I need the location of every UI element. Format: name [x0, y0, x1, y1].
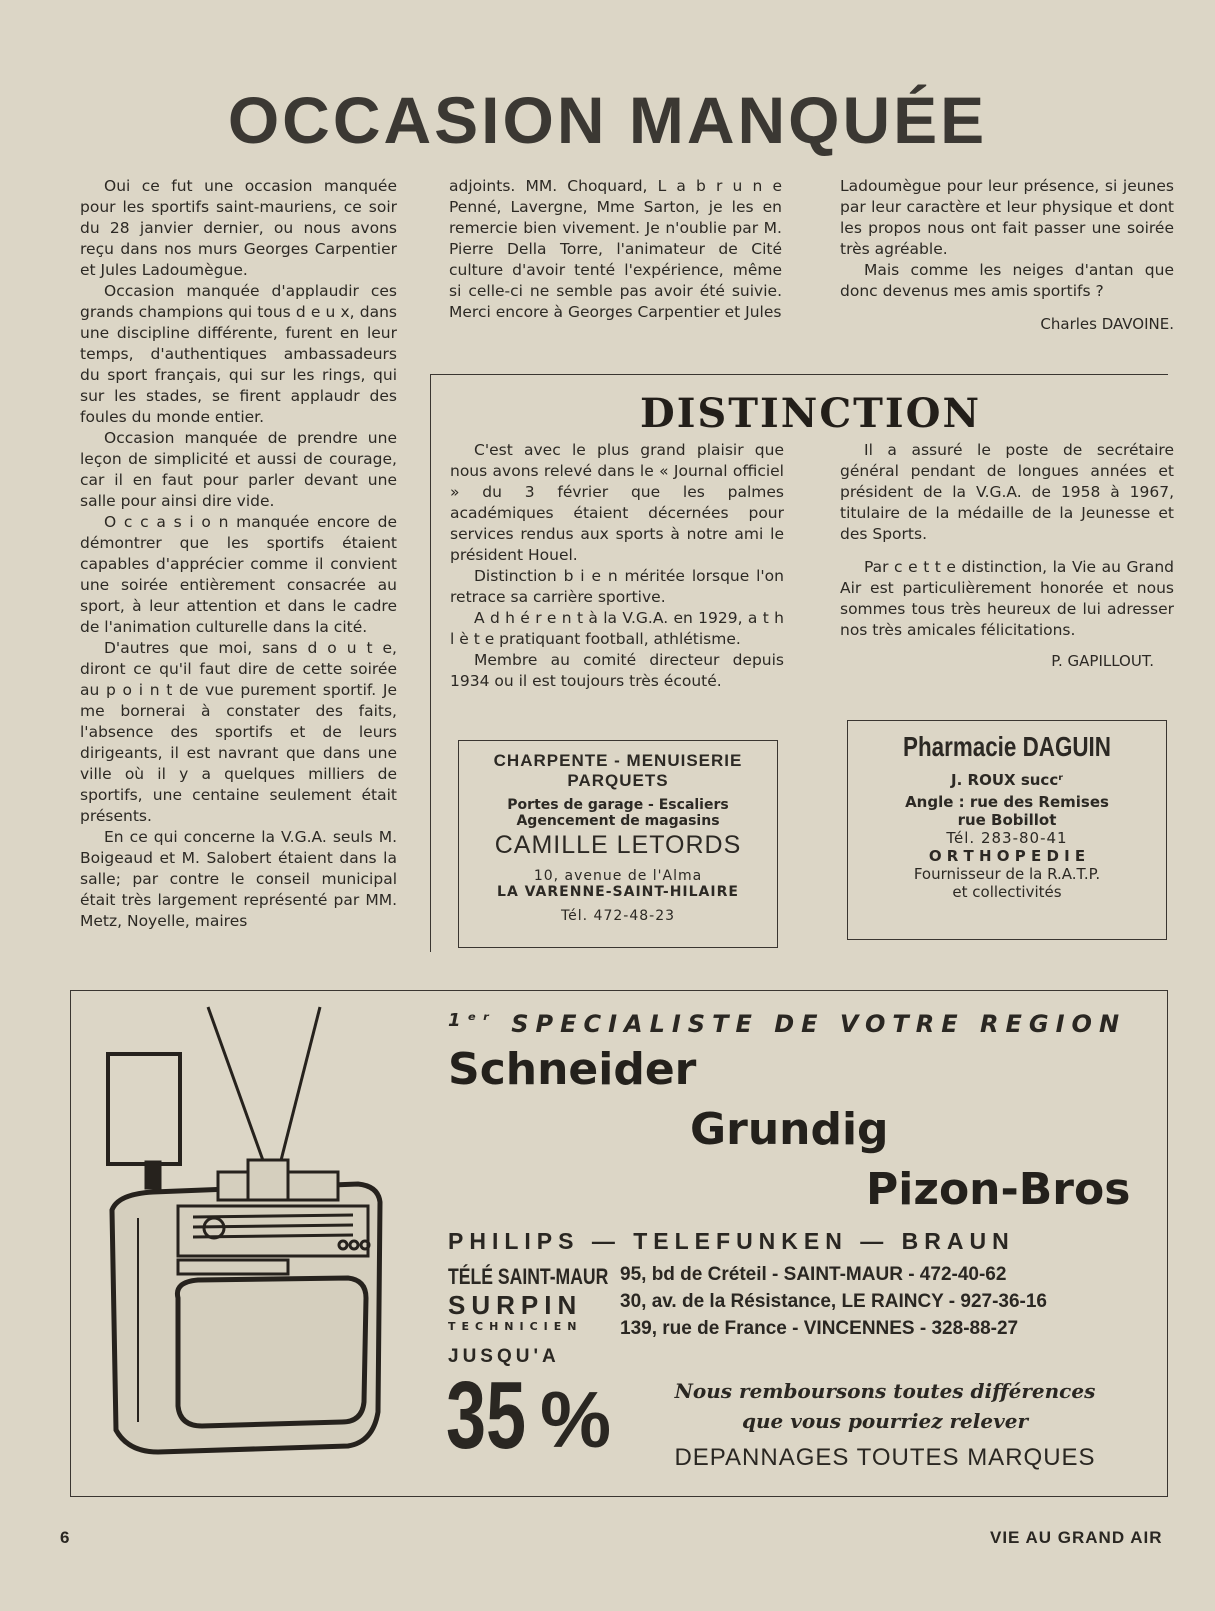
paragraph: En ce qui concerne la V.G.A. seuls M. Boigeaud et M. Salobert étaient dans la salle; par contre le conseil municipal était très largement représenté par MM. Metz, Noyelle, maires	[80, 828, 397, 930]
ad-line: Portes de garage - Escaliers	[507, 797, 729, 813]
ad-address: LA VARENNE-SAINT-HILAIRE	[497, 884, 739, 900]
page-number: 6	[60, 1528, 71, 1547]
paragraph: adjoints. MM. Choquard, L a b r u n e Penné, Lavergne, Mme Sarton, je les en remercie bien vivement. Je n'oublie par M. Pierre Della Torre, l'animateur de Cité culture d'avoir tenté l'expérience, même si celle-ci ne semble pas avoir été suivie. Merci encore à Georges Carpentier et Jules	[449, 177, 782, 321]
ad-tagline	[448, 1010, 1126, 1038]
refund-text	[640, 1376, 1130, 1436]
brand-pizon-bros: Pizon-Bros	[866, 1164, 1131, 1215]
television-illustration	[98, 1002, 398, 1462]
signature: P. GAPILLOUT.	[1051, 652, 1154, 670]
refund-line: Nous remboursons toutes différences	[674, 1379, 1096, 1403]
paragraph: Occasion manquée de prendre une leçon de simplicité et aussi de courage, car il en faut pour parler devant une salle pour ainsi dire vide.	[80, 429, 397, 510]
paragraph: D'autres que moi, sans d o u t e, diront ce qu'il faut dire de cette soirée au p o i n t de vue purement sportif. Je me bornerai à constater des faits, l'absence des sportifs et de leurs dirigeants, il est navrant que dans une ville où il y a quelques milliers de sportifs, une centaine seulement était présents.	[80, 639, 397, 825]
article2-col1	[450, 440, 784, 692]
ad-line: Agencement de magasins	[516, 813, 720, 829]
paragraph: Distinction b i e n méritée lorsque l'on retrace sa carrière sportive.	[450, 567, 784, 606]
paragraph: Il a assuré le poste de secrétaire général pendant de longues années et président de la V.G.A. de 1958 à 1967, titulaire de la médaille de la Jeunesse et des Sports.	[840, 441, 1174, 543]
ad-owner: J. ROUX succʳ	[951, 771, 1063, 789]
brand-schneider: Schneider	[448, 1044, 697, 1095]
article1-col2	[449, 176, 782, 323]
article2-col2	[840, 440, 1174, 672]
divider	[430, 374, 431, 952]
article1-col1	[80, 176, 397, 932]
brand-grundig: Grundig	[690, 1104, 889, 1155]
ad-line: PARQUETS	[567, 771, 669, 790]
shop-address: 30, av. de la Résistance, LE RAINCY - 927-36-16	[620, 1291, 1047, 1312]
ad-phone: Tél. 472-48-23	[560, 908, 676, 924]
ad-company-name: Pharmacie DAGUIN	[903, 731, 1111, 762]
ad-letords	[458, 740, 778, 948]
paragraph: O c c a s i o n manquée encore de démontrer que les sportifs étaient capables d'apprécier comme il convient une soirée entièrement consacrée au sport, à leur attention et dans le cadre de l'animation culturelle dans la cité.	[80, 513, 397, 636]
upto-label: JUSQU'A	[448, 1346, 560, 1367]
ad-phone: Tél. 283-80-41	[946, 829, 1068, 847]
service-text: DEPANNAGES TOUTES MARQUES	[674, 1444, 1096, 1471]
ad-tagline-prefix: 1ᵉʳ	[448, 1010, 496, 1031]
paragraph: C'est avec le plus grand plaisir que nous avons relevé dans le « Journal officiel » du 3 février que les palmes académiques étaient décernées pour services rendus aux sports à notre ami le président Houel.	[450, 441, 784, 564]
discount-number: 35	[446, 1362, 527, 1469]
ad-specialty: O R T H O P E D I E	[928, 847, 1086, 865]
article1-col3	[840, 176, 1174, 335]
paragraph: Membre au comité directeur depuis 1934 ou il est toujours très écouté.	[450, 651, 784, 690]
paragraph: Oui ce fut une occasion manquée pour les sportifs saint-mauriens, ce soir du 28 janvier dernier, ou nous avons reçu dans nos murs Georges Carpentier et Jules Ladoumègue.	[80, 177, 397, 279]
paragraph: A d h é r e n t à la V.G.A. en 1929, a t h l è t e pratiquant football, athlétisme.	[450, 609, 784, 648]
ad-company-name: CAMILLE LETORDS	[494, 831, 742, 859]
ad-address: Angle : rue des Remises	[905, 793, 1109, 811]
shop-name: SURPIN	[448, 1290, 583, 1320]
ad-tagline-text: SPECIALISTE DE VOTRE REGION	[511, 1010, 1127, 1038]
ad-line: CHARPENTE - MENUISERIE	[493, 751, 743, 770]
page-title: OCCASION MANQUÉE	[227, 83, 988, 157]
refund-line: que vous pourriez relever	[742, 1409, 1028, 1433]
paragraph: Mais comme les neiges d'antan que donc devenus mes amis sportifs ?	[840, 261, 1174, 300]
ad-address: 10, avenue de l'Alma	[533, 868, 703, 884]
paragraph: Par c e t t e distinction, la Vie au Grand Air est particulièrement honorée et nous sommes tous très heureux de lui adresser nos très amicales félicitations.	[840, 558, 1174, 639]
divider	[430, 374, 1168, 375]
brands-line: PHILIPS — TELEFUNKEN — BRAUN	[448, 1228, 1015, 1254]
section-title: DISTINCTION	[640, 390, 982, 437]
shop-subtitle: TECHNICIEN	[448, 1320, 583, 1333]
percent-icon: %	[540, 1375, 612, 1464]
paragraph: Occasion manquée d'applaudir ces grands champions qui tous d e u x, dans une discipline différente, furent en leur temps, d'authentiques ambassadeurs du sport français, qui sur les rings, qui sur les stades, se firent applaudr des foules du monde entier.	[80, 282, 397, 426]
ad-pharmacie	[847, 720, 1167, 940]
shop-address: 95, bd de Créteil - SAINT-MAUR - 472-40-62	[620, 1264, 1007, 1285]
ad-supplier: et collectivités	[952, 883, 1062, 901]
ad-supplier: Fournisseur de la R.A.T.P.	[913, 865, 1101, 883]
magazine-name: VIE AU GRAND AIR	[990, 1528, 1163, 1547]
shop-name: TÉLÉ SAINT-MAUR	[448, 1264, 609, 1289]
signature: Charles DAVOINE.	[1040, 315, 1174, 333]
paragraph: Ladoumègue pour leur présence, si jeunes par leur caractère et leur physique et dont les propos nous ont fait passer une soirée très agréable.	[840, 177, 1174, 258]
tv-icon	[108, 1007, 380, 1452]
ad-address: rue Bobillot	[957, 811, 1057, 829]
shop-address: 139, rue de France - VINCENNES - 328-88-27	[620, 1318, 1019, 1339]
